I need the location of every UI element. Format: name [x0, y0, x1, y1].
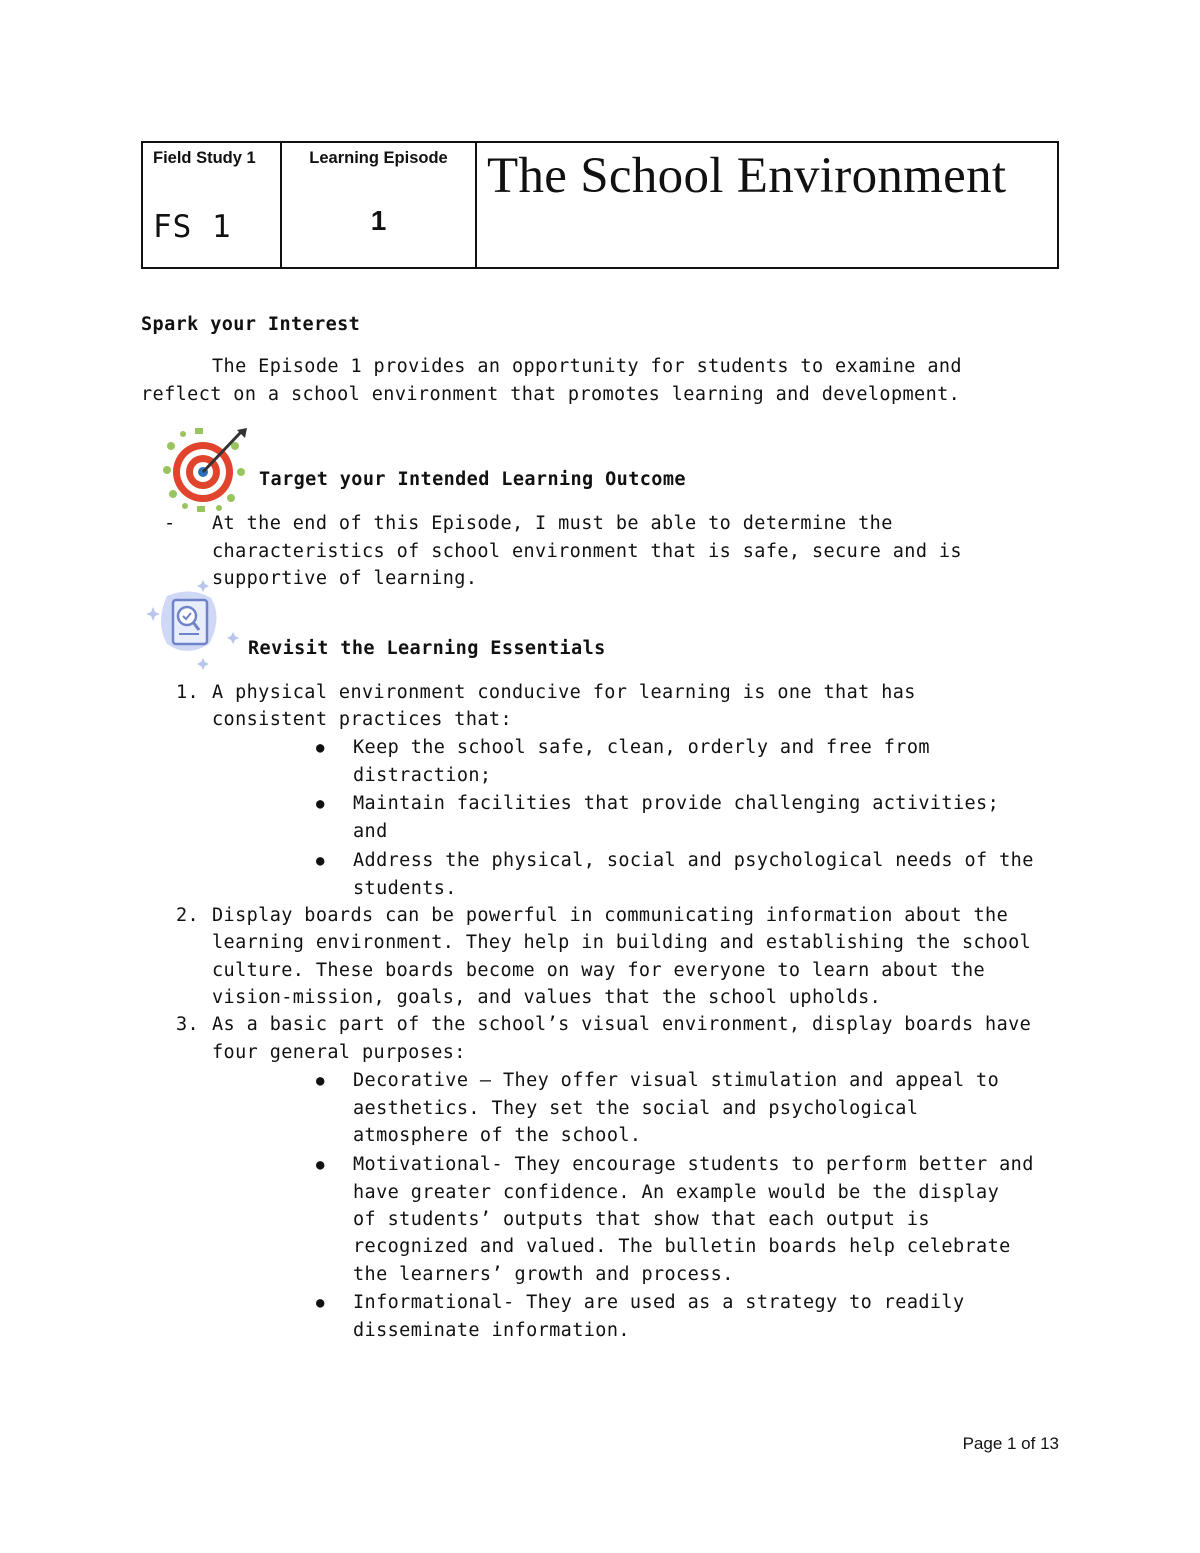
page-title: The School Environment	[487, 148, 1007, 204]
item-3-bullet-1-line-3: atmosphere of the school.	[353, 1125, 642, 1146]
target-heading: Target your Intended Learning Outcome	[259, 469, 686, 490]
item-3-bullet-1-line-1: Decorative – They offer visual stimulation and appeal to	[353, 1070, 1000, 1091]
item-3-bullet-2-line-2: have greater confidence. An example would be the display	[353, 1182, 1000, 1203]
target-line-1: At the end of this Episode, I must be able to determine the	[212, 513, 893, 534]
item-2-line-1: Display boards can be powerful in communicating information about the	[212, 905, 1009, 926]
item-1-bullet-3-line-1: Address the physical, social and psychological needs of the	[353, 850, 1034, 871]
learning-episode-label: Learning Episode	[309, 149, 448, 167]
learning-episode-cell	[281, 142, 476, 268]
item-3-bullet-2-line-1: Motivational- They encourage students to perform better and	[353, 1154, 1034, 1175]
item-3-bullet-1-line-2: aesthetics. They set the social and psychological	[353, 1098, 919, 1119]
target-line-2: characteristics of school environment that is safe, secure and is	[212, 541, 962, 562]
field-study-label: Field Study 1	[153, 149, 256, 167]
revisit-heading: Revisit the Learning Essentials	[248, 638, 606, 659]
bullet-icon: ●	[316, 1157, 325, 1173]
item-1-line-1: A physical environment conducive for learning is one that has	[212, 682, 916, 703]
item-3-bullet-2-line-4: recognized and valued. The bulletin boards help celebrate	[353, 1236, 1011, 1257]
item-2-line-2: learning environment. They help in building and establishing the school	[212, 932, 1032, 953]
item-3-bullet-3-line-2: disseminate information.	[353, 1320, 630, 1341]
item-2-line-4: vision-mission, goals, and values that the school upholds.	[212, 987, 882, 1008]
item-3-bullet-2-line-3: of students’ outputs that show that each output is	[353, 1209, 930, 1230]
item-1-bullet-1-line-1: Keep the school safe, clean, orderly and free from	[353, 737, 930, 758]
item-1-bullet-2-line-1: Maintain facilities that provide challenging activities;	[353, 793, 1000, 814]
item-1-line-2: consistent practices that:	[212, 709, 512, 730]
spark-heading: Spark your Interest	[141, 314, 361, 335]
item-1-bullet-2-line-2: and	[353, 821, 388, 842]
episode-number: 1	[370, 205, 387, 236]
item-1-number: 1.	[176, 682, 200, 703]
item-1-bullet-3-line-2: students.	[353, 878, 457, 899]
item-1-bullet-1-line-2: distraction;	[353, 765, 492, 786]
title-cell	[476, 142, 1058, 268]
fs-code: FS 1	[153, 209, 232, 245]
target-dash: -	[164, 513, 176, 534]
item-2-number: 2.	[176, 905, 200, 926]
bullet-icon: ●	[316, 853, 325, 869]
bullet-icon: ●	[316, 796, 325, 812]
item-3-number: 3.	[176, 1014, 200, 1035]
magnifier-clipboard-icon	[143, 578, 239, 670]
item-3-bullet-3-line-1: Informational- They are used as a strategy to readily	[353, 1292, 965, 1313]
item-3-line-1: As a basic part of the school’s visual environment, display boards have	[212, 1014, 1032, 1035]
header-table	[141, 141, 1059, 269]
target-icon	[157, 426, 249, 514]
target-line-3: supportive of learning.	[212, 568, 478, 589]
page-number: Page 1 of 13	[962, 1434, 1059, 1453]
item-2-line-3: culture. These boards become on way for everyone to learn about the	[212, 960, 986, 981]
bullet-icon: ●	[316, 1073, 325, 1089]
field-study-cell	[142, 142, 281, 268]
bullet-icon: ●	[316, 1295, 325, 1311]
bullet-icon: ●	[316, 740, 325, 756]
item-3-line-2: four general purposes:	[212, 1042, 466, 1063]
item-3-bullet-2-line-5: the learners’ growth and process.	[353, 1264, 734, 1285]
spark-line-2: reflect on a school environment that promotes learning and development.	[141, 384, 961, 405]
spark-line-1: The Episode 1 provides an opportunity for students to examine and	[212, 356, 962, 377]
